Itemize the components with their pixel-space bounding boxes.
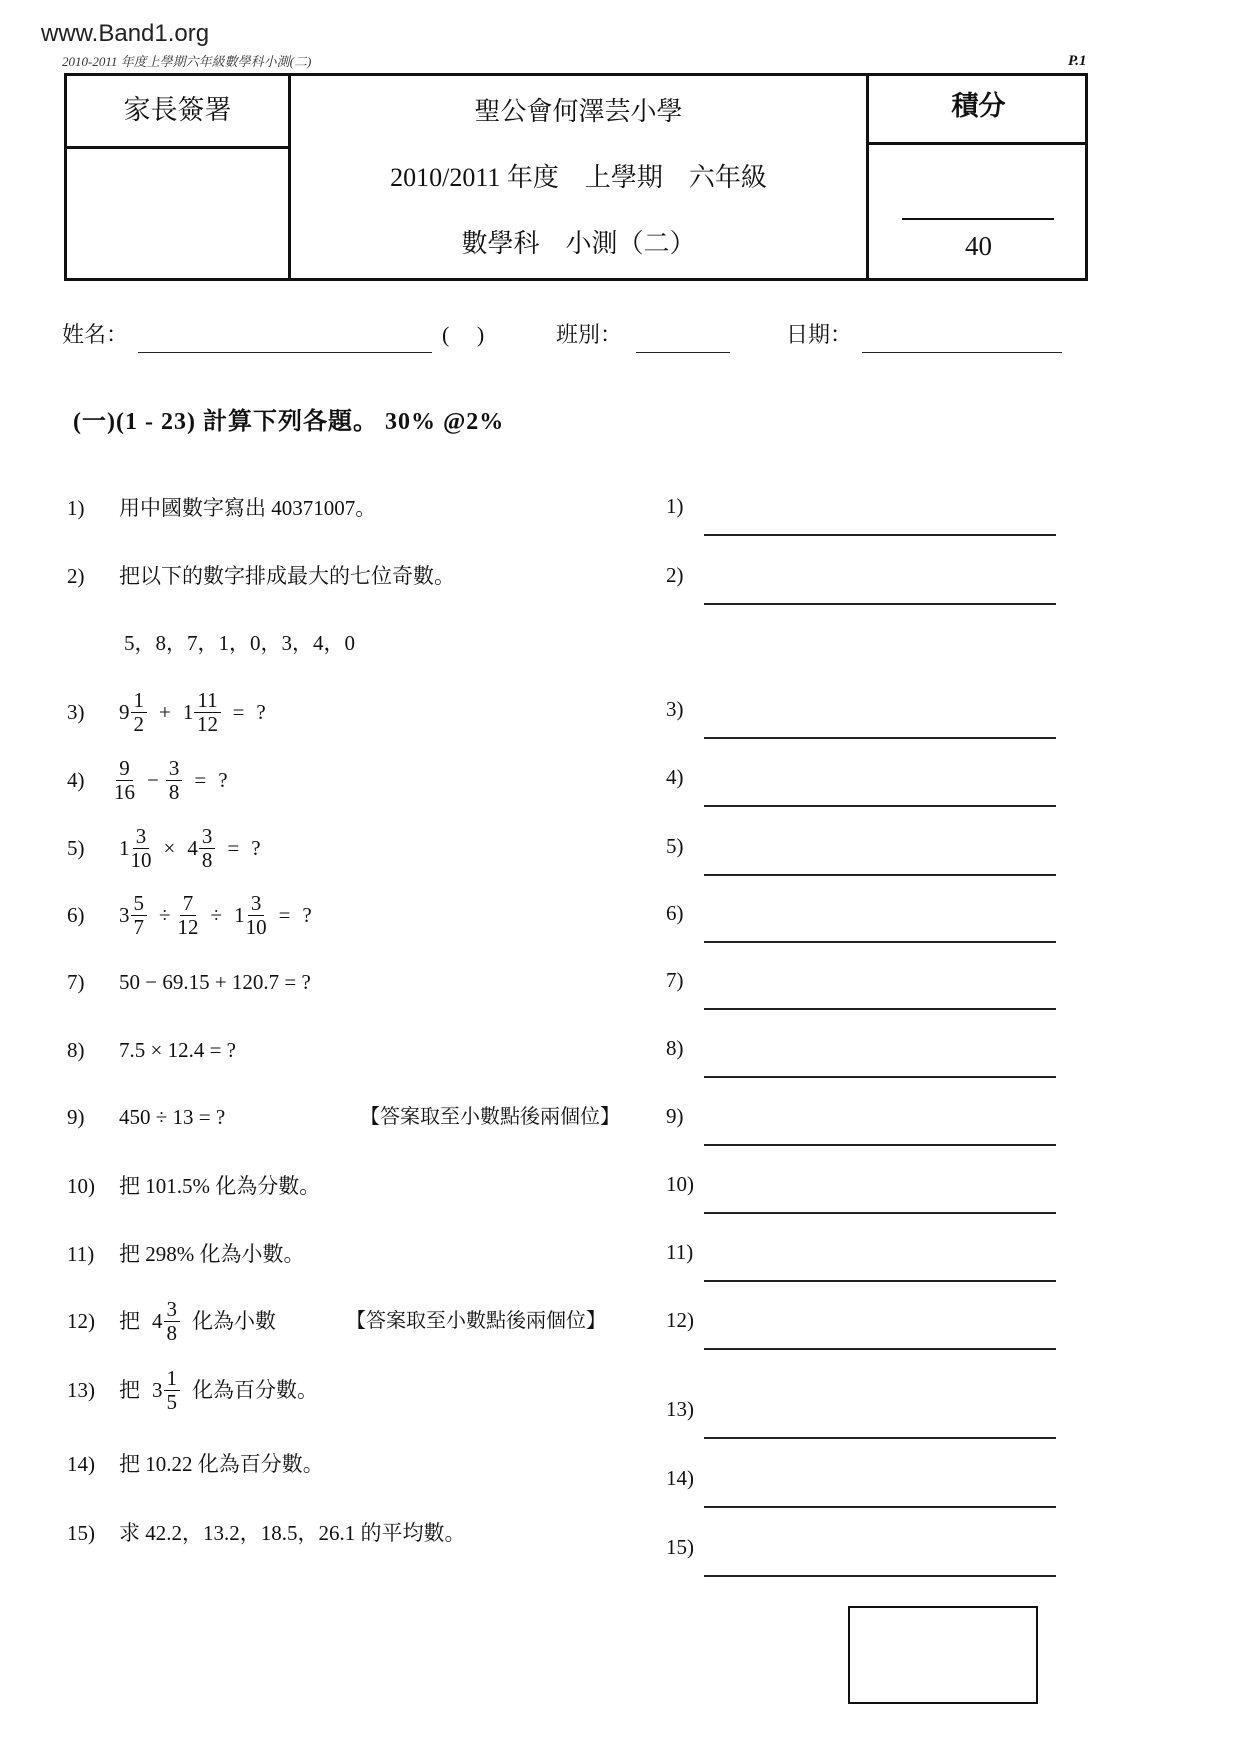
question-text: ? (256, 700, 266, 724)
fraction (164, 1367, 181, 1412)
fraction (246, 892, 267, 937)
class-number-field[interactable]: ( ) (442, 322, 485, 347)
question-text: ? (251, 836, 261, 860)
rounding-note: 【答案取至小數點後兩個位】 (360, 1106, 620, 1128)
numerator: 7 (180, 892, 197, 915)
date-field[interactable] (862, 352, 1062, 353)
running-header: 2010-2011 年度上學期六年級數學科小測(二) (62, 54, 312, 69)
answer-line-4[interactable] (704, 805, 1056, 807)
question-text: 化為小數 (192, 1309, 276, 1333)
numerator: 3 (133, 825, 150, 848)
answer-line-8[interactable] (704, 1076, 1056, 1078)
question-number: 10) (67, 1174, 95, 1198)
question-text: = (194, 768, 207, 792)
question-number: 7) (67, 970, 85, 994)
section-title: (一)(1 - 23) 計算下列各題。 30% @2% (73, 409, 505, 435)
numerator: 1 (164, 1367, 181, 1390)
answer-label: 6) (666, 901, 684, 925)
denominator: 10 (130, 847, 152, 872)
fraction (164, 1298, 181, 1343)
answer-line-13[interactable] (704, 1437, 1056, 1439)
question-number: 13) (67, 1378, 95, 1402)
fraction (114, 757, 135, 802)
page-number: P.1 (1068, 53, 1087, 69)
question-number: 2) (67, 564, 85, 588)
question-6 (67, 890, 318, 940)
question-1 (67, 483, 382, 533)
question-text: 50 − 69.15 + 120.7 = ? (119, 970, 311, 994)
header-table (64, 73, 1088, 281)
question-text: ? (302, 903, 312, 927)
answer-label: 8) (666, 1036, 684, 1060)
question-3 (67, 687, 272, 737)
question-number: 8) (67, 1038, 85, 1062)
question-number: 9) (67, 1105, 85, 1129)
question-text: 450 ÷ 13 = ? (119, 1105, 226, 1129)
score-total: 40 (965, 231, 992, 261)
question-text: 7.5 × 12.4 = ? (119, 1038, 237, 1062)
question-4 (67, 755, 234, 805)
answer-line-15[interactable] (704, 1575, 1056, 1577)
question-text: 把以下的數字排成最大的七位奇數。 (119, 564, 455, 588)
numerator: 11 (194, 689, 220, 712)
question-number: 11) (67, 1242, 95, 1266)
denominator: 5 (166, 1389, 177, 1414)
question-7 (67, 957, 317, 1007)
question-text: − (147, 768, 159, 792)
answer-label: 15) (666, 1535, 694, 1559)
numerator: 5 (131, 892, 148, 915)
question-text: × (163, 836, 176, 860)
numerator: 1 (131, 689, 148, 712)
question-text: 把 298% 化為小數。 (119, 1242, 305, 1266)
denominator: 8 (168, 779, 180, 804)
question-text: 把 (119, 1309, 140, 1333)
question-number: 12) (67, 1309, 95, 1333)
answer-line-3[interactable] (704, 737, 1056, 739)
question-text: ÷ (159, 903, 171, 927)
fraction (178, 892, 199, 937)
answer-line-12[interactable] (704, 1348, 1056, 1350)
answer-label: 14) (666, 1466, 694, 1490)
answer-label: 11) (666, 1240, 694, 1264)
whole-number: 4 (187, 836, 198, 860)
question-text: 把 101.5% 化為分數。 (119, 1174, 321, 1198)
denominator: 12 (177, 914, 199, 939)
answer-label: 3) (666, 697, 684, 721)
subject-line: 數學科 小測（二） (461, 229, 696, 258)
score-fraction-line (902, 218, 1054, 220)
name-field[interactable] (138, 352, 432, 353)
question-text: 把 (119, 1378, 140, 1402)
question-12 (67, 1296, 282, 1346)
answer-line-9[interactable] (704, 1144, 1056, 1146)
question-number: 6) (67, 903, 85, 927)
denominator: 2 (133, 711, 144, 736)
rounding-note: 【答案取至小數點後兩個位】 (346, 1310, 606, 1332)
numerator: 3 (248, 892, 265, 915)
question-text: 求 42.2，13.2，18.5，26.1 的平均數。 (119, 1521, 466, 1545)
question-5 (67, 823, 267, 873)
parent-signature-label: 家長簽署 (123, 95, 232, 125)
answer-line-5[interactable] (704, 874, 1056, 876)
name-label: 姓名： (62, 322, 129, 347)
answer-line-7[interactable] (704, 1008, 1056, 1010)
denominator: 8 (166, 1320, 177, 1345)
question-14 (67, 1439, 330, 1489)
denominator: 8 (201, 847, 213, 872)
answer-line-6[interactable] (704, 941, 1056, 943)
question-text: 用中國數字寫出 40371007。 (119, 496, 377, 520)
answer-line-14[interactable] (704, 1506, 1056, 1508)
question-9 (67, 1092, 231, 1142)
question-number: 14) (67, 1452, 95, 1476)
whole-number: 4 (152, 1309, 163, 1333)
score-label: 積分 (951, 91, 1006, 121)
fraction (166, 757, 183, 802)
answer-label: 1) (666, 494, 684, 518)
whole-number: 1 (182, 700, 194, 724)
answer-line-11[interactable] (704, 1280, 1056, 1282)
question-text: = (278, 903, 291, 927)
class-label: 班別： (556, 322, 623, 347)
question-number: 5) (67, 836, 85, 860)
answer-label: 9) (666, 1104, 684, 1128)
question-text: = (227, 836, 240, 860)
question-2 (67, 551, 461, 601)
fraction (131, 689, 148, 734)
fraction (131, 825, 152, 870)
numerator: 9 (116, 757, 133, 780)
answer-label: 7) (666, 968, 684, 992)
denominator: 10 (245, 914, 267, 939)
date-label: 日期： (786, 322, 853, 347)
question-text: + (159, 700, 171, 724)
numerator: 3 (164, 1298, 181, 1321)
watermark: www.Band1.org (41, 20, 210, 47)
answer-label: 2) (666, 563, 684, 587)
term-line: 2010/2011 年度 上學期 六年級 (390, 163, 767, 192)
question-text: 化為百分數。 (192, 1378, 318, 1402)
question-10 (67, 1161, 326, 1211)
answer-line-1[interactable] (704, 534, 1056, 536)
answer-label: 13) (666, 1397, 694, 1421)
question-number: 15) (67, 1521, 95, 1545)
question-11 (67, 1229, 311, 1279)
class-field[interactable] (636, 352, 730, 353)
denominator: 12 (196, 711, 218, 736)
fraction (199, 825, 216, 870)
fraction (194, 689, 220, 734)
whole-number: 9 (119, 700, 130, 724)
question-number: 1) (67, 496, 85, 520)
answer-label: 4) (666, 765, 684, 789)
question-text: 把 10.22 化為百分數。 (119, 1452, 324, 1476)
answer-label: 10) (666, 1172, 694, 1196)
denominator: 16 (114, 779, 135, 804)
whole-number: 1 (234, 903, 245, 927)
score-box (848, 1606, 1038, 1704)
divider (867, 142, 1085, 145)
question-text: ÷ (210, 903, 223, 927)
whole-number: 1 (119, 836, 130, 860)
whole-number: 3 (152, 1378, 163, 1402)
whole-number: 3 (119, 903, 130, 927)
question-13 (67, 1365, 324, 1415)
denominator: 7 (133, 914, 144, 939)
answer-label: 5) (666, 834, 684, 858)
answer-line-10[interactable] (704, 1212, 1056, 1214)
fraction (131, 892, 148, 937)
question-number: 3) (67, 700, 85, 724)
numerator: 3 (199, 825, 216, 848)
digit-list: 5，8，7，1，0，3，4，0 (124, 631, 355, 655)
school-name: 聖公會何澤芸小學 (474, 97, 683, 126)
answer-line-2[interactable] (704, 603, 1056, 605)
question-8 (67, 1025, 242, 1075)
numerator: 3 (166, 757, 183, 780)
question-text: = (232, 700, 245, 724)
question-number: 4) (67, 768, 85, 792)
answer-label: 12) (666, 1308, 694, 1332)
question-text: ? (218, 768, 228, 792)
divider (67, 146, 289, 149)
question-15 (67, 1508, 472, 1558)
